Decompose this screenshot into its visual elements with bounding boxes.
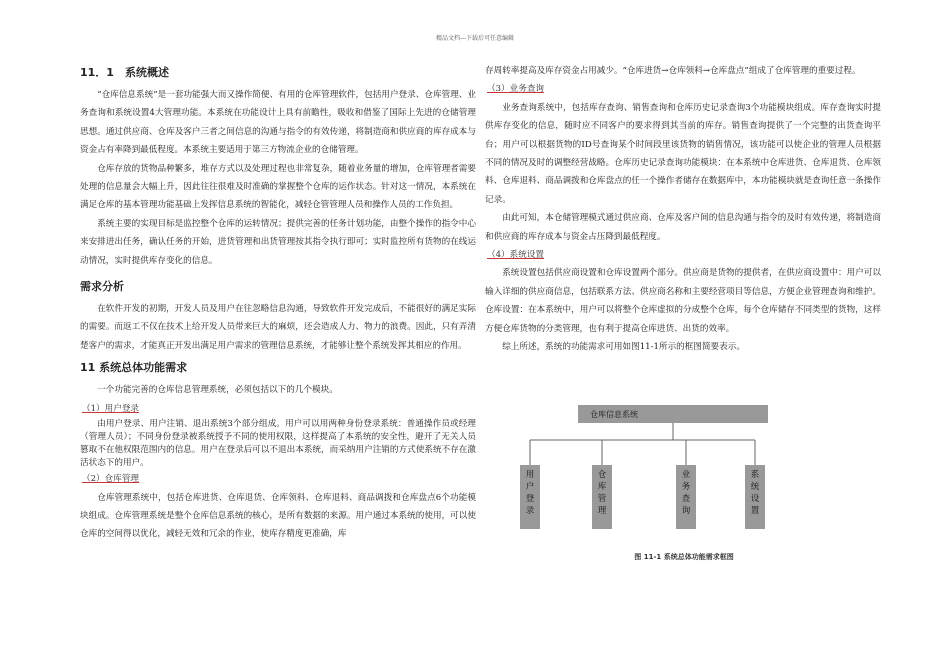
diagram-caption: 图 11-1 系统总体功能需求框图: [634, 553, 734, 561]
paragraph: 由此可知，本仓储管理模式通过供应商、仓库及客户间的信息沟通与指令的及时有效传递，将制造商和供应商的库存成本与资金占压降到最低程度。: [485, 213, 881, 242]
left-column: [80, 60, 476, 544]
heading-requirements: 需求分析: [80, 280, 124, 294]
paragraph: 在软件开发的初期，开发人员及用户在往忽略信息沟通，导致软件开发完成后，不能很好的满足实际的需要。而返工不仅在技术上给开发人员带来巨大的麻烦，还会造成人力、物力的浪费。因此，只有弄清楚客户的需求，才能真正开发出满足用户需求的管理信息系统，才能够让整个系统发挥其相应的作用。: [80, 304, 476, 351]
right-column: [485, 62, 881, 357]
diagram-child-label: 系统设置: [750, 470, 760, 516]
paragraph: 仓库管理系统中，包括仓库进货、仓库退货、仓库领料、仓库退料、商品调拨和仓库盘点6个功能模块组成。仓库管理系统是整个仓库信息系统的核心，是所有数据的来源。用户通过本系统的使用，可以使仓库的空间得以优化，减轻无效和冗余的作业，使库存精度更准确，库: [80, 492, 476, 540]
paragraph: 综上所述，系统的功能需求可用如图11-1所示的框图简要表示。: [502, 342, 745, 353]
subheading-system-settings: （4）系统设置: [487, 250, 545, 261]
paragraph: “仓库信息系统”是一套功能强大而又操作简便、有用的仓库管理软件，包括用户登录、仓库管理、业务查询和系统设置4大管理功能。本系统在功能设计上具有前瞻性，吸收和借鉴了国际上先进的仓储管理思想。通过供应商、仓库及客户三者之间信息的沟通与指令的有效传递，将制造商和供应商的库存成本与资金占有率降到最低程度。本系统主要适用于第三方物流企业的仓储管理。: [80, 90, 476, 156]
paragraph: 系统主要的实现目标是监控整个仓库的运转情况；提供完善的任务计划功能，由整个操作的指令中心来安排进出任务，确认任务的开始，进货管理和出货管理按其指令执行即可；实时监控所有货物的在线运动情况，实时提供库存变化的信息。: [80, 218, 476, 266]
paragraph: 存周转率提高及库存资金占用减少。“仓库进货→仓库领料→仓库盘点”组成了仓库管理的重要过程。: [485, 66, 861, 76]
heading-functional-requirements: 11 系统总体功能需求: [80, 361, 188, 375]
diagram-child-label: 仓库管理: [597, 470, 607, 516]
heading-system-overview: 11．1 系统概述: [80, 66, 169, 79]
paragraph: 由用户登录、用户注销、退出系统3个部分组成。用户可以用两种身份登录系统：普通操作员或经理（管理人员）；不同身份登录被系统授予不同的使用权限，这样提高了本系统的安全性，避开了无关人员篡取不在他权限范围内的信息。用户在登录后可以不退出本系统，而采纳用户注销的方式使系统不存在激活状态下的用户。: [80, 419, 476, 469]
diagram-root-label: 仓库信息系统: [590, 410, 638, 419]
subheading-warehouse-management: （2）仓库管理: [82, 474, 140, 485]
diagram-child-label: 业务查询: [681, 470, 691, 516]
paragraph: 仓库存放的货物品种繁多，堆存方式以及处理过程也非常复杂，随着业务量的增加，仓库管理者需要处理的信息量会大幅上升，因此往往很难及时准确的掌握整个仓库的运作状态。针对这一情况，本系统在满足仓库的基本管理功能基础上发挥信息系统的智能化，减轻仓管管理人员和操作人员的工作负担。: [80, 163, 476, 211]
system-function-diagram: [510, 400, 850, 570]
paragraph: 一个功能完善的仓库信息管理系统，必须包括以下的几个模块。: [97, 385, 338, 396]
paragraph: 业务查询系统中，包括库存查询、销售查询和仓库历史记录查询3个功能模块组成。库存查询实时提供库存变化的信息，随时应不同客户的要求得到其当前的库存。销售查询提供了一个完整的出货查询平台；用户可以根据货物的ID号查询某个时间段里该货物的销售情况，该功能可以使企业的管理人员根据不同的情况及时的调整经营战略。仓库历史记录查询功能模块：在本系统中仓库进货、仓库退货、仓库领料、仓库退料、商品调拨和仓库盘点的任一个操作者储存在数据库中，本功能模块就是查询任意一条操作记录。: [485, 102, 881, 205]
subheading-user-login: （1）用户登录: [82, 403, 140, 414]
page-header: 精品文档---下载后可任意编辑: [435, 35, 515, 42]
diagram-child-label: 用户登录: [525, 470, 535, 516]
subheading-business-query: （3）业务查询: [487, 84, 545, 95]
paragraph: 系统设置包括供应商设置和仓库设置两个部分。供应商是货物的提供者，在供应商设置中：用户可以输入详细的供应商信息，包括联系方法、供应商名称和主要经营项目等信息，方便企业管理查询和维护。仓库设置：在本系统中，用户可以将整个仓库虚拟的分成整个仓库，每个仓库储存不同类型的货物，这样方便仓库货物的分类管理，也有利于提高仓库进货、出货的效率。: [485, 268, 881, 334]
